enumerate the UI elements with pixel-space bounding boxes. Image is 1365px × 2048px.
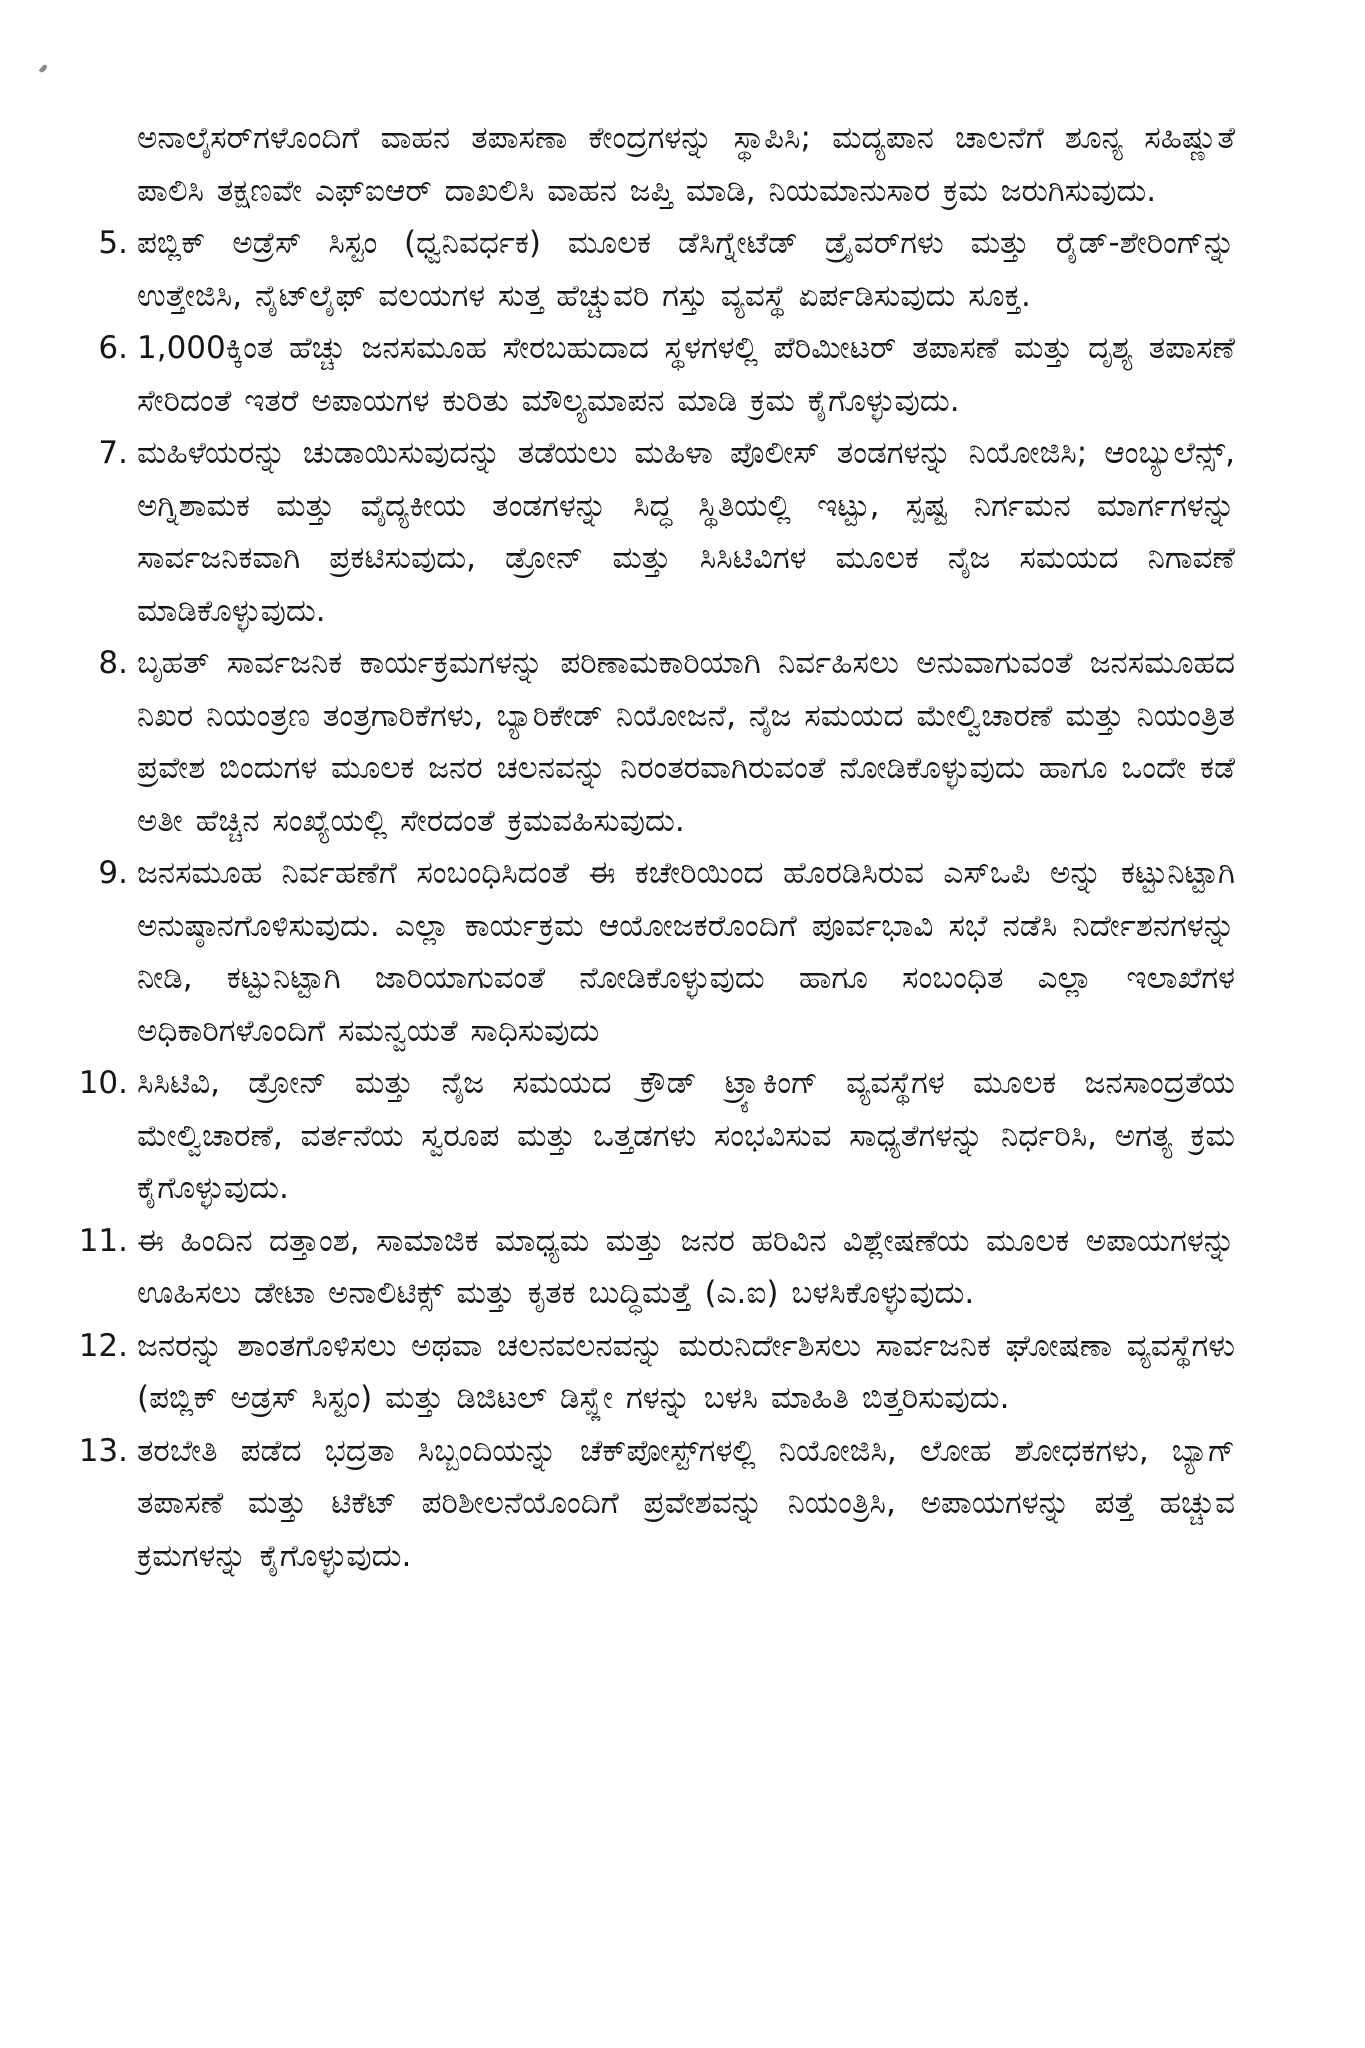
item-number: 7. xyxy=(98,435,128,471)
numbered-list xyxy=(78,217,1235,1582)
item-number: 12. xyxy=(78,1327,128,1364)
list-item xyxy=(98,637,1235,847)
item-number: 5. xyxy=(98,225,128,261)
item-text: ಮಹಿಳೆಯರನ್ನು ಚುಡಾಯಿಸುವುದನ್ನು ತಡೆಯಲು ಮಹಿಳಾ ಪೊಲೀಸ್ ತಂಡಗಳನ್ನು ನಿಯೋಜಿಸಿ; ಆಂಬ್ಯುಲೆನ್ಸ್, ಅಗ್ನಿಶಾಮಕ ಮತ್ತು ವೈದ್ಯಕೀಯ ತಂಡಗಳನ್ನು ಸಿದ್ಧ ಸ್ಥಿತಿಯಲ್ಲಿ ಇಟ್ಟು, ಸ್ಪಷ್ಟ ನಿರ್ಗಮನ ಮಾರ್ಗಗಳನ್ನು ಸಾರ್ವಜನಿಕವಾಗಿ ಪ್ರಕಟಿಸುವುದು, ಡ್ರೋನ್ ಮತ್ತು ಸಿಸಿಟಿವಿಗಳ ಮೂಲಕ ನೈಜ ಸಮಯದ ನಿಗಾವಣೆ ಮಾಡಿಕೊಳ್ಳುವುದು. xyxy=(137,435,1235,629)
list-item xyxy=(78,1215,1235,1320)
list-item xyxy=(98,322,1235,427)
item-text: ಜನರನ್ನು ಶಾಂತಗೊಳಿಸಲು ಅಥವಾ ಚಲನವಲನವನ್ನು ಮರುನಿರ್ದೇಶಿಸಲು ಸಾರ್ವಜನಿಕ ಘೋಷಣಾ ವ್ಯವಸ್ಥೆಗಳು (ಪಬ್ಲಿಕ್ ಅಡ್ರಸ್ ಸಿಸ್ಟಂ) ಮತ್ತು ಡಿಜಿಟಲ್ ಡಿಸ್ಪ್ಲೇ ಗಳನ್ನು ಬಳಸಿ ಮಾಹಿತಿ ಬಿತ್ತರಿಸುವುದು. xyxy=(137,1327,1235,1416)
item-number: 10. xyxy=(78,1065,128,1101)
item-text: ತರಬೇತಿ ಪಡೆದ ಭದ್ರತಾ ಸಿಬ್ಬಂದಿಯನ್ನು ಚೆಕ್‌ಪೋಸ್ಟ್‌ಗಳಲ್ಲಿ ನಿಯೋಜಿಸಿ, ಲೋಹ ಶೋಧಕಗಳು, ಬ್ಯಾಗ್ ತಪಾಸಣೆ ಮತ್ತು ಟಿಕೆಟ್ ಪರಿಶೀಲನೆಯೊಂದಿಗೆ ಪ್ರವೇಶವನ್ನು ನಿಯಂತ್ರಿಸಿ, ಅಪಾಯಗಳನ್ನು ಪತ್ತೆ ಹಚ್ಚುವ ಕ್ರಮಗಳನ್ನು ಕೈಗೊಳ್ಳುವುದು. xyxy=(137,1432,1235,1574)
text-block xyxy=(78,112,1235,1582)
scan-artifact-speck xyxy=(39,63,48,73)
item-text: ಪಬ್ಲಿಕ್ ಅಡ್ರೆಸ್ ಸಿಸ್ಟಂ (ಧ್ವನಿವರ್ಧಕ) ಮೂಲಕ ಡೆಸಿಗ್ನೇಟೆಡ್ ಡ್ರೈವರ್‌ಗಳು ಮತ್ತು ರೈಡ್-ಶೇರಿಂಗ್‌ನ್ನು ಉತ್ತೇಜಿಸಿ, ನೈಟ್‌ಲೈಫ್ ವಲಯಗಳ ಸುತ್ತ ಹೆಚ್ಚುವರಿ ಗಸ್ತು ವ್ಯವಸ್ಥೆ ಏರ್ಪಡಿಸುವುದು ಸೂಕ್ತ. xyxy=(137,225,1235,314)
item-text: ಸಿಸಿಟಿವಿ, ಡ್ರೋನ್ ಮತ್ತು ನೈಜ ಸಮಯದ ಕ್ರೌಡ್ ಟ್ರ್ಯಾಕಿಂಗ್ ವ್ಯವಸ್ಥೆಗಳ ಮೂಲಕ ಜನಸಾಂದ್ರತೆಯ ಮೇಲ್ವಿಚಾರಣೆ, ವರ್ತನೆಯ ಸ್ವರೂಪ ಮತ್ತು ಒತ್ತಡಗಳು ಸಂಭವಿಸುವ ಸಾಧ್ಯತೆಗಳನ್ನು ನಿರ್ಧರಿಸಿ, ಅಗತ್ಯ ಕ್ರಮ ಕೈಗೊಳ್ಳುವುದು. xyxy=(137,1065,1235,1206)
item-text: ಜನಸಮೂಹ ನಿರ್ವಹಣೆಗೆ ಸಂಬಂಧಿಸಿದಂತೆ ಈ ಕಚೇರಿಯಿಂದ ಹೊರಡಿಸಿರುವ ಎಸ್‌ಒಪಿ ಅನ್ನು ಕಟ್ಟುನಿಟ್ಟಾಗಿ ಅನುಷ್ಠಾನಗೊಳಿಸುವುದು. ಎಲ್ಲಾ ಕಾರ್ಯಕ್ರಮ ಆಯೋಜಕರೊಂದಿಗೆ ಪೂರ್ವಭಾವಿ ಸಭೆ ನಡೆಸಿ ನಿರ್ದೇಶನಗಳನ್ನು ನೀಡಿ, ಕಟ್ಟುನಿಟ್ಟಾಗಿ ಜಾರಿಯಾಗುವಂತೆ ನೋಡಿಕೊಳ್ಳುವುದು ಹಾಗೂ ಸಂಬಂಧಿತ ಎಲ್ಲಾ ಇಲಾಖೆಗಳ ಅಧಿಕಾರಿಗಳೊಂದಿಗೆ ಸಮನ್ವಯತೆ ಸಾಧಿಸುವುದು xyxy=(137,855,1235,1049)
item-text: ಬೃಹತ್ ಸಾರ್ವಜನಿಕ ಕಾರ್ಯಕ್ರಮಗಳನ್ನು ಪರಿಣಾಮಕಾರಿಯಾಗಿ ನಿರ್ವಹಿಸಲು ಅನುವಾಗುವಂತೆ ಜನಸಮೂಹದ ನಿಖರ ನಿಯಂತ್ರಣ ತಂತ್ರಗಾರಿಕೆಗಳು, ಬ್ಯಾರಿಕೇಡ್ ನಿಯೋಜನೆ, ನೈಜ ಸಮಯದ ಮೇಲ್ವಿಚಾರಣೆ ಮತ್ತು ನಿಯಂತ್ರಿತ ಪ್ರವೇಶ ಬಿಂದುಗಳ ಮೂಲಕ ಜನರ ಚಲನವನ್ನು ನಿರಂತರವಾಗಿರುವಂತೆ ನೋಡಿಕೊಳ್ಳುವುದು ಹಾಗೂ ಒಂದೇ ಕಡೆ ಅತೀ ಹೆಚ್ಚಿನ ಸಂಖ್ಯೆಯಲ್ಲಿ ಸೇರದಂತೆ ಕ್ರಮವಹಿಸುವುದು. xyxy=(137,645,1235,839)
list-item xyxy=(78,1057,1235,1215)
list-item xyxy=(98,427,1235,637)
list-item xyxy=(78,1320,1235,1425)
item-number: 6. xyxy=(98,330,128,366)
item-number: 11. xyxy=(78,1222,128,1259)
item-number: 8. xyxy=(98,645,128,681)
list-item xyxy=(98,217,1235,322)
item-number: 13. xyxy=(78,1432,128,1469)
list-item xyxy=(78,1425,1235,1583)
item-text: ಈ ಹಿಂದಿನ ದತ್ತಾಂಶ, ಸಾಮಾಜಿಕ ಮಾಧ್ಯಮ ಮತ್ತು ಜನರ ಹರಿವಿನ ವಿಶ್ಲೇಷಣೆಯ ಮೂಲಕ ಅಪಾಯಗಳನ್ನು ಊಹಿಸಲು ಡೇಟಾ ಅನಾಲಿಟಿಕ್ಸ್ ಮತ್ತು ಕೃತಕ ಬುದ್ಧಿಮತ್ತೆ (ಎ.ಐ) ಬಳಸಿಕೊಳ್ಳುವುದು. xyxy=(137,1222,1235,1311)
intro-paragraph: ಅನಾಲೈಸರ್‌ಗಳೊಂದಿಗೆ ವಾಹನ ತಪಾಸಣಾ ಕೇಂದ್ರಗಳನ್ನು ಸ್ಥಾಪಿಸಿ; ಮದ್ಯಪಾನ ಚಾಲನೆಗೆ ಶೂನ್ಯ ಸಹಿಷ್ಣುತೆ ಪಾಲಿಸಿ ತಕ್ಷಣವೇ ಎಫ್‌ಐಆರ್ ದಾಖಲಿಸಿ ವಾಹನ ಜಪ್ತಿ ಮಾಡಿ, ನಿಯಮಾನುಸಾರ ಕ್ರಮ ಜರುಗಿಸುವುದು. xyxy=(137,120,1235,209)
item-text: 1,000ಕ್ಕಿಂತ ಹೆಚ್ಚು ಜನಸಮೂಹ ಸೇರಬಹುದಾದ ಸ್ಥಳಗಳಲ್ಲಿ ಪೆರಿಮೀಟರ್ ತಪಾಸಣೆ ಮತ್ತು ದೃಶ್ಯ ತಪಾಸಣೆ ಸೇರಿದಂತೆ ಇತರೆ ಅಪಾಯಗಳ ಕುರಿತು ಮೌಲ್ಯಮಾಪನ ಮಾಡಿ ಕ್ರಮ ಕೈಗೊಳ್ಳುವುದು. xyxy=(137,330,1235,419)
list-item xyxy=(98,847,1235,1057)
item-number: 9. xyxy=(98,855,128,891)
